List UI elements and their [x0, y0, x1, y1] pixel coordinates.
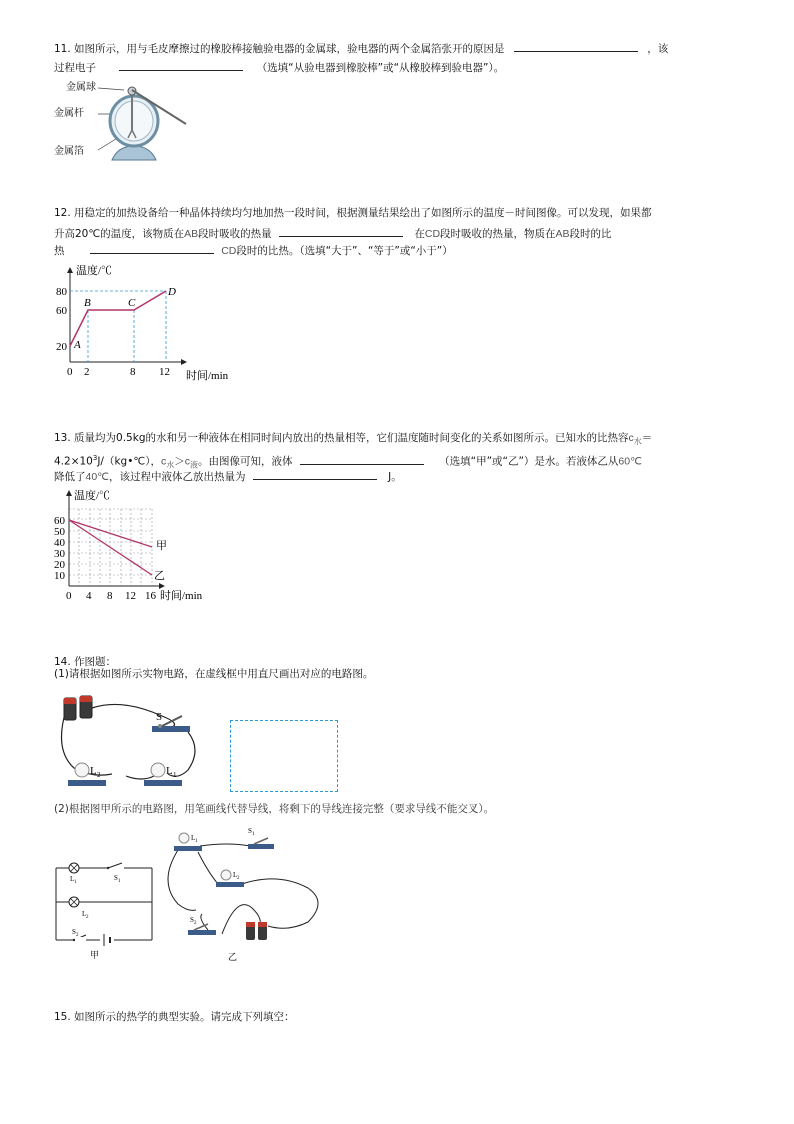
q13-line3: 降低了40℃，该过程中液体乙放出热量为 J。 [54, 468, 402, 484]
q13-line2: $4.2\times 10^3J/(kg•℃)$，$c_水>c_液$。由图像可知，液体 （选填“甲”或“乙”）是水。若液体乙从60℃ [54, 454, 642, 470]
electroscope-figure [52, 78, 202, 163]
chart12-xlabel: 时间/min [186, 370, 229, 382]
chart12-ytick-20: 20 [56, 341, 67, 353]
chart12-xtick-0: 0 [67, 366, 73, 378]
chart12-ylabel: 温度/℃ [76, 265, 113, 277]
chart12-point-D: D [168, 286, 176, 298]
lamp-L1-icon [69, 863, 79, 873]
chart13-ytick-50: 50 [54, 526, 65, 538]
label-metal-foil: 金属箔 [54, 146, 84, 157]
svg-text:L: L [166, 765, 173, 777]
chart13-series-yi [69, 520, 152, 575]
q11-line2 [54, 59, 504, 75]
battery-icon [246, 922, 267, 940]
caption-yi: 乙 [228, 952, 238, 962]
q11-text-a: 11. 如图所示，用与毛皮摩擦过的橡胶棒接触验电器的金属球，验电器的两个金属箔张开的原因是 [54, 43, 505, 55]
chart13-label-yi: 乙 [154, 570, 165, 582]
chart13-ylabel: 温度/℃ [74, 490, 111, 502]
svg-text:L: L [233, 871, 238, 879]
svg-text:S: S [190, 916, 194, 924]
chart12-point-C: C [128, 297, 136, 309]
label-metal-rod: 金属杆 [54, 108, 84, 119]
chart13-label-jia: 甲 [156, 540, 167, 552]
svg-text:2: 2 [97, 771, 101, 779]
q15-line1: 15. 如图所示的热学的典型实验。请完成下列填空： [54, 1011, 295, 1023]
svg-text:2: 2 [76, 933, 79, 938]
battery-icon [104, 934, 110, 946]
svg-text:2: 2 [86, 915, 89, 920]
chart12-xtick-8: 8 [130, 366, 136, 378]
chart13-xtick-8: 8 [107, 590, 113, 602]
q11-line1 [54, 40, 668, 56]
q13-blank-1[interactable] [300, 453, 424, 465]
q12-line1: 12. 用稳定的加热设备给一种晶体持续均匀地加热一段时间，根据测量结果绘出了如图所示的温度－时间图像。可以发现，如果都 [54, 207, 652, 219]
svg-text:1: 1 [252, 832, 255, 837]
lamp-L1-icon [174, 833, 202, 851]
chart12-xtick-12: 12 [159, 366, 170, 378]
chart13-xtick-12: 12 [125, 590, 136, 602]
chart-q13 [52, 487, 232, 602]
q11-text-b: ，该 [647, 43, 669, 55]
svg-text:L: L [70, 875, 75, 883]
svg-text:1: 1 [74, 880, 77, 885]
chart-q12 [52, 262, 252, 382]
chart12-xtick-2: 2 [84, 366, 90, 378]
switch-S1-icon [107, 863, 124, 871]
physical-circuit-1 [52, 690, 212, 790]
svg-text:1: 1 [173, 771, 177, 779]
battery-icon [64, 696, 92, 720]
svg-text:S: S [72, 928, 76, 936]
chart12-point-B: B [84, 297, 91, 309]
electroscope-drawing [52, 78, 202, 163]
switch-S2-icon [73, 935, 86, 942]
svg-text:L: L [90, 765, 97, 777]
physical-circuit-yi [158, 822, 338, 962]
chart13-series-jia [69, 520, 152, 547]
chart13-ytick-10: 10 [54, 570, 65, 582]
svg-text:2: 2 [237, 876, 240, 881]
chart13-ytick-60: 60 [54, 515, 65, 527]
svg-text:S: S [114, 874, 118, 882]
label-metal-ball: 金属球 [66, 82, 96, 93]
svg-text:L: L [191, 834, 196, 842]
chart13-xlabel: 时间/min [160, 590, 203, 602]
chart13-xtick-0: 0 [66, 590, 72, 602]
svg-text:1: 1 [118, 879, 121, 884]
switch-S2-icon [188, 924, 216, 935]
lamp-L2-icon [69, 897, 79, 907]
lamp-L2-icon [216, 870, 244, 887]
svg-text:S: S [156, 711, 163, 723]
q11-text-d: （选填“从验电器到橡胶棒”或“从橡胶棒到验电器”）。 [256, 62, 505, 74]
q14-title: 14. 作图题： [54, 656, 117, 668]
chart13-xtick-4: 4 [86, 590, 92, 602]
q11-blank-2[interactable] [119, 59, 243, 71]
chart13-xtick-16: 16 [145, 590, 156, 602]
chart13-ytick-30: 30 [54, 548, 65, 560]
svg-text:L: L [82, 910, 87, 918]
circuit-diagram-jia [52, 850, 162, 960]
q12-blank-2[interactable] [90, 242, 214, 254]
chart13-ytick-40: 40 [54, 537, 65, 549]
q12-line2: 升高20℃的温度，该物质在AB段时吸收的热量 在CD段时吸收的热量，物质在AB段时的比 [54, 225, 612, 241]
caption-jia: 甲 [90, 950, 100, 960]
chart12-ytick-60: 60 [56, 305, 67, 317]
chart12-point-A: A [74, 339, 81, 351]
svg-text:1: 1 [195, 839, 198, 844]
q11-text-c: 过程电子 [54, 62, 96, 74]
q12-blank-1[interactable] [279, 225, 403, 237]
chart13-ytick-20: 20 [54, 559, 65, 571]
q11-blank-1[interactable] [514, 40, 638, 52]
q14-part2: (2)根据图甲所示的电路图，用笔画线代替导线，将剩下的导线连接完整（要求导线不能交叉）。 [54, 803, 495, 815]
svg-text:2: 2 [194, 921, 197, 926]
q13-blank-2[interactable] [253, 468, 377, 480]
drawing-box[interactable] [230, 720, 338, 792]
chart12-ytick-80: 80 [56, 286, 67, 298]
q13-line1: 13. 质量均为0.5kg的水和另一种液体在相同时间内放出的热量相等，它们温度随时间变化的关系如图所示。已知水的比热容$c_水=$ [54, 432, 653, 447]
q14-part1: (1)请根据如图所示实物电路，在虚线框中用直尺画出对应的电路图。 [54, 668, 374, 680]
q12-line3: 热 CD段时的比热。（选填“大于”、“等于”或“小于”） [54, 242, 453, 258]
switch-S1-icon [248, 838, 274, 849]
svg-text:S: S [248, 827, 252, 835]
